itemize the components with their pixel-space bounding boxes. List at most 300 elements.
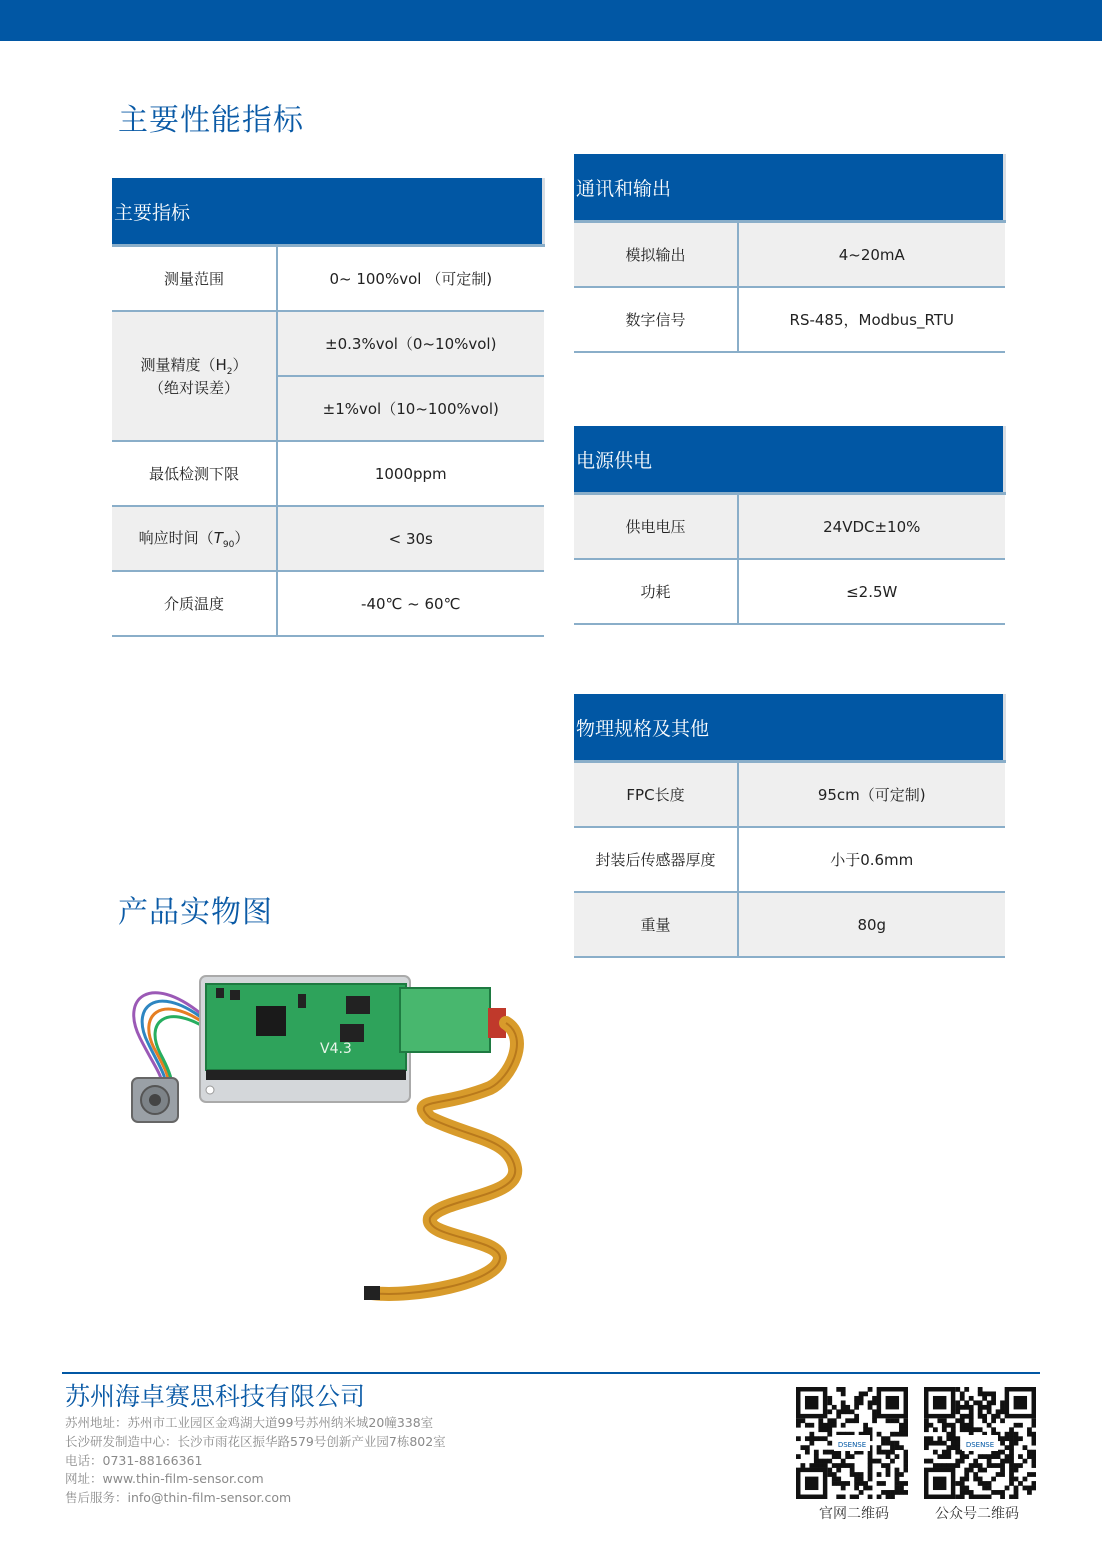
- qr-module: [886, 1490, 891, 1495]
- qr-module: [818, 1463, 823, 1468]
- qr-module: [845, 1418, 850, 1423]
- spec-key-range: 测量范围: [112, 246, 277, 312]
- qr-module: [960, 1391, 965, 1396]
- product-photo: [110, 968, 540, 1308]
- qr-module: [969, 1396, 974, 1401]
- qr-module: [899, 1445, 904, 1450]
- qr-module: [1009, 1477, 1014, 1482]
- qr-module: [886, 1418, 891, 1423]
- qr-module: [1027, 1486, 1032, 1491]
- qr-module: [964, 1490, 969, 1495]
- website-qr-code: [796, 1387, 908, 1499]
- spec-value-range: 0~ 100%vol （可定制): [277, 246, 544, 312]
- qr-module: [955, 1400, 960, 1405]
- qr-module: [854, 1481, 859, 1486]
- qr-module: [1032, 1450, 1036, 1455]
- wechat-qr-label: 公众号二维码: [935, 1506, 1019, 1522]
- qr-module: [1009, 1441, 1014, 1446]
- qr-module: [904, 1454, 908, 1459]
- qr-module: [978, 1495, 983, 1499]
- comm-key-analog: 模拟输出: [574, 222, 738, 288]
- spec-value-lowest: 1000ppm: [277, 441, 544, 506]
- qr-module: [904, 1468, 908, 1473]
- qr-module: [818, 1459, 823, 1464]
- power-table: [574, 426, 1006, 625]
- phys-key-thickness: 封装后传感器厚度: [574, 827, 738, 892]
- qr-module: [955, 1418, 960, 1423]
- qr-module: [1032, 1441, 1036, 1446]
- qr-module: [978, 1468, 983, 1473]
- qr-module: [850, 1495, 855, 1499]
- qr-module: [823, 1427, 828, 1432]
- qr-module: [937, 1463, 942, 1468]
- qr-module: [987, 1423, 992, 1428]
- qr-module: [1009, 1463, 1014, 1468]
- qr-module: [854, 1400, 859, 1405]
- comm-header: 通讯和输出: [574, 154, 1005, 222]
- qr-module: [841, 1409, 846, 1414]
- footer-website: 网址：www.thin-film-sensor.com: [65, 1471, 264, 1486]
- wechat-qr-code: [924, 1387, 1036, 1499]
- qr-module: [827, 1418, 832, 1423]
- qr-module: [1005, 1436, 1010, 1441]
- qr-module: [841, 1400, 846, 1405]
- qr-module: [987, 1459, 992, 1464]
- qr-module: [1000, 1436, 1005, 1441]
- qr-module: [890, 1450, 895, 1455]
- qr-module: [955, 1436, 960, 1441]
- qr-module: [964, 1454, 969, 1459]
- qr-module: [899, 1423, 904, 1428]
- qr-module: [863, 1481, 868, 1486]
- qr-module: [827, 1459, 832, 1464]
- qr-module: [796, 1418, 801, 1423]
- qr-module: [1032, 1418, 1036, 1423]
- qr-module: [942, 1463, 947, 1468]
- qr-module: [942, 1418, 947, 1423]
- qr-module: [1009, 1432, 1014, 1437]
- main-spec-table: [112, 178, 545, 637]
- qr-module: [859, 1391, 864, 1396]
- qr-module: [845, 1454, 850, 1459]
- qr-module: [960, 1459, 965, 1464]
- qr-module: [877, 1495, 882, 1499]
- qr-finder: [933, 1396, 946, 1409]
- qr-module: [969, 1427, 974, 1432]
- qr-module: [890, 1441, 895, 1446]
- qr-module: [827, 1427, 832, 1432]
- qr-module: [951, 1427, 956, 1432]
- qr-module: [951, 1463, 956, 1468]
- qr-module: [823, 1436, 828, 1441]
- qr-module: [996, 1472, 1001, 1477]
- footer-changsha-address: 长沙研发制造中心：长沙市雨花区振华路579号创新产业园7栋802室: [65, 1434, 446, 1449]
- qr-module: [973, 1427, 978, 1432]
- qr-module: [951, 1423, 956, 1428]
- qr-module: [832, 1463, 837, 1468]
- qr-module: [964, 1387, 969, 1392]
- qr-module: [895, 1418, 900, 1423]
- qr-module: [845, 1409, 850, 1414]
- qr-module: [924, 1423, 929, 1428]
- qr-module: [818, 1418, 823, 1423]
- qr-module: [1018, 1423, 1023, 1428]
- qr-module: [836, 1409, 841, 1414]
- qr-module: [859, 1490, 864, 1495]
- qr-module: [982, 1396, 987, 1401]
- qr-module: [946, 1436, 951, 1441]
- qr-module: [928, 1441, 933, 1446]
- phys-value-thickness: 小于0.6mm: [738, 827, 1005, 892]
- qr-module: [886, 1495, 891, 1499]
- qr-module: [964, 1400, 969, 1405]
- power-value-voltage: 24VDC±10%: [738, 494, 1005, 560]
- qr-module: [1032, 1481, 1036, 1486]
- qr-module: [890, 1418, 895, 1423]
- qr-module: [890, 1490, 895, 1495]
- qr-module: [991, 1396, 996, 1401]
- qr-module: [946, 1463, 951, 1468]
- qr-module: [987, 1481, 992, 1486]
- qr-module: [854, 1472, 859, 1477]
- qr-module: [904, 1432, 908, 1437]
- qr-module: [960, 1477, 965, 1482]
- qr-module: [890, 1432, 895, 1437]
- qr-module: [991, 1391, 996, 1396]
- qr-module: [1000, 1459, 1005, 1464]
- qr-module: [1027, 1432, 1032, 1437]
- comm-table: [574, 154, 1006, 353]
- qr-module: [841, 1405, 846, 1410]
- qr-module: [942, 1427, 947, 1432]
- qr-module: [899, 1481, 904, 1486]
- qr-module: [991, 1414, 996, 1419]
- physical-table: [574, 694, 1006, 958]
- qr-module: [1032, 1432, 1036, 1437]
- qr-module: [1014, 1463, 1019, 1468]
- qr-module: [886, 1463, 891, 1468]
- qr-module: [1014, 1495, 1019, 1499]
- qr-module: [877, 1450, 882, 1455]
- power-key-voltage: 供电电压: [574, 494, 738, 560]
- qr-module: [978, 1481, 983, 1486]
- qr-module: [836, 1495, 841, 1499]
- qr-module: [960, 1495, 965, 1499]
- qr-module: [1009, 1468, 1014, 1473]
- qr-module: [1023, 1486, 1028, 1491]
- qr-module: [982, 1481, 987, 1486]
- qr-module: [859, 1472, 864, 1477]
- qr-module: [863, 1427, 868, 1432]
- qr-module: [904, 1418, 908, 1423]
- qr-module: [969, 1463, 974, 1468]
- qr-module: [1032, 1454, 1036, 1459]
- qr-module: [886, 1436, 891, 1441]
- comm-key-digital: 数字信号: [574, 287, 738, 352]
- qr-module: [955, 1481, 960, 1486]
- qr-module: [850, 1463, 855, 1468]
- qr-module: [868, 1400, 873, 1405]
- qr-module: [987, 1454, 992, 1459]
- qr-module: [964, 1468, 969, 1473]
- qr-module: [1014, 1468, 1019, 1473]
- qr-module: [863, 1391, 868, 1396]
- qr-module: [841, 1481, 846, 1486]
- qr-module: [868, 1495, 873, 1499]
- qr-module: [987, 1486, 992, 1491]
- qr-module: [1000, 1418, 1005, 1423]
- qr-module: [982, 1391, 987, 1396]
- qr-module: [814, 1436, 819, 1441]
- qr-module: [877, 1472, 882, 1477]
- qr-module: [1027, 1454, 1032, 1459]
- phys-value-fpc: 95cm（可定制): [738, 762, 1005, 828]
- qr-module: [868, 1468, 873, 1473]
- qr-module: [863, 1486, 868, 1491]
- qr-module: [814, 1463, 819, 1468]
- qr-module: [937, 1418, 942, 1423]
- qr-module: [904, 1423, 908, 1428]
- qr-module: [960, 1414, 965, 1419]
- qr-module: [960, 1427, 965, 1432]
- qr-module: [1009, 1472, 1014, 1477]
- comm-value-analog: 4~20mA: [738, 222, 1005, 288]
- qr-module: [1023, 1445, 1028, 1450]
- company-name: 苏州海卓赛思科技有限公司: [65, 1382, 366, 1411]
- qr-module: [924, 1427, 929, 1432]
- qr-module: [933, 1450, 938, 1455]
- qr-module: [996, 1409, 1001, 1414]
- qr-module: [841, 1391, 846, 1396]
- qr-module: [955, 1450, 960, 1455]
- qr-module: [1005, 1454, 1010, 1459]
- qr-module: [809, 1441, 814, 1446]
- qr-module: [924, 1459, 929, 1464]
- qr-module: [895, 1432, 900, 1437]
- qr-module: [942, 1441, 947, 1446]
- qr-module: [955, 1445, 960, 1450]
- footer-email: 售后服务：info@thin-film-sensor.com: [65, 1490, 292, 1505]
- qr-module: [1018, 1436, 1023, 1441]
- qr-module: [800, 1445, 805, 1450]
- qr-module: [937, 1436, 942, 1441]
- qr-module: [805, 1450, 810, 1455]
- qr-module: [1000, 1441, 1005, 1446]
- qr-module: [924, 1441, 929, 1446]
- power-key-consumption: 功耗: [574, 559, 738, 624]
- qr-module: [924, 1418, 929, 1423]
- qr-module: [1009, 1427, 1014, 1432]
- qr-module: [1014, 1441, 1019, 1446]
- qr-module: [836, 1414, 841, 1419]
- qr-module: [978, 1391, 983, 1396]
- qr-module: [937, 1454, 942, 1459]
- qr-module: [823, 1463, 828, 1468]
- qr-module: [933, 1427, 938, 1432]
- qr-module: [886, 1468, 891, 1473]
- qr-module: [841, 1423, 846, 1428]
- qr-module: [832, 1454, 837, 1459]
- footer-divider: [62, 1372, 1040, 1374]
- qr-finder: [1014, 1396, 1027, 1409]
- comm-value-digital: RS-485，Modbus_RTU: [738, 287, 1005, 352]
- qr-module: [827, 1396, 832, 1401]
- qr-module: [800, 1463, 805, 1468]
- qr-module: [991, 1490, 996, 1495]
- qr-module: [1014, 1423, 1019, 1428]
- qr-module: [881, 1463, 886, 1468]
- qr-module: [933, 1441, 938, 1446]
- qr-module: [1000, 1495, 1005, 1499]
- qr-module: [841, 1459, 846, 1464]
- qr-module: [928, 1459, 933, 1464]
- qr-module: [895, 1441, 900, 1446]
- qr-module: [881, 1441, 886, 1446]
- qr-module: [832, 1472, 837, 1477]
- qr-module: [1009, 1436, 1014, 1441]
- qr-module: [978, 1477, 983, 1482]
- qr-module: [978, 1463, 983, 1468]
- qr-module: [796, 1423, 801, 1428]
- qr-module: [942, 1454, 947, 1459]
- qr-module: [982, 1405, 987, 1410]
- top-banner: [0, 0, 1102, 41]
- qr-module: [987, 1463, 992, 1468]
- qr-module: [854, 1405, 859, 1410]
- qr-module: [877, 1432, 882, 1437]
- qr-module: [1018, 1454, 1023, 1459]
- qr-module: [895, 1481, 900, 1486]
- qr-module: [845, 1405, 850, 1410]
- qr-module: [987, 1405, 992, 1410]
- qr-module: [854, 1418, 859, 1423]
- qr-module: [946, 1454, 951, 1459]
- qr-module: [886, 1472, 891, 1477]
- spec-key-lowest: 最低检测下限: [112, 441, 277, 506]
- qr-module: [823, 1459, 828, 1464]
- qr-module: [991, 1463, 996, 1468]
- qr-module: [868, 1486, 873, 1491]
- qr-module: [955, 1495, 960, 1499]
- qr-module: [1032, 1459, 1036, 1464]
- qr-module: [955, 1409, 960, 1414]
- qr-module: [827, 1468, 832, 1473]
- qr-module: [895, 1486, 900, 1491]
- qr-module: [982, 1418, 987, 1423]
- qr-module: [854, 1495, 859, 1499]
- qr-module: [872, 1400, 877, 1405]
- qr-module: [827, 1423, 832, 1428]
- qr-module: [890, 1445, 895, 1450]
- qr-module: [973, 1463, 978, 1468]
- qr-module: [899, 1486, 904, 1491]
- website-qr-label: 官网二维码: [819, 1506, 889, 1522]
- qr-logo-text: DSENSE: [965, 1441, 995, 1449]
- qr-module: [1014, 1436, 1019, 1441]
- qr-module: [978, 1400, 983, 1405]
- qr-module: [877, 1459, 882, 1464]
- qr-module: [881, 1436, 886, 1441]
- footer-phone: 电话：0731-88166361: [65, 1453, 203, 1468]
- qr-module: [946, 1432, 951, 1437]
- qr-module: [942, 1423, 947, 1428]
- qr-module: [841, 1387, 846, 1392]
- qr-module: [904, 1427, 908, 1432]
- qr-module: [904, 1481, 908, 1486]
- qr-module: [863, 1423, 868, 1428]
- qr-module: [1005, 1486, 1010, 1491]
- qr-module: [1014, 1486, 1019, 1491]
- qr-module: [827, 1400, 832, 1405]
- qr-module: [859, 1481, 864, 1486]
- qr-module: [987, 1400, 992, 1405]
- qr-module: [1000, 1405, 1005, 1410]
- qr-module: [1000, 1468, 1005, 1473]
- qr-module: [881, 1481, 886, 1486]
- qr-module: [933, 1463, 938, 1468]
- qr-module: [928, 1423, 933, 1428]
- qr-module: [1000, 1463, 1005, 1468]
- footer-suzhou-address: 苏州地址：苏州市工业园区金鸡湖大道99号苏州纳米城20幢338室: [65, 1415, 434, 1430]
- qr-module: [845, 1463, 850, 1468]
- qr-module: [978, 1405, 983, 1410]
- qr-module: [904, 1459, 908, 1464]
- qr-module: [1009, 1495, 1014, 1499]
- qr-module: [854, 1477, 859, 1482]
- qr-module: [895, 1454, 900, 1459]
- qr-module: [868, 1477, 873, 1482]
- qr-module: [904, 1450, 908, 1455]
- qr-finder: [805, 1396, 818, 1409]
- qr-module: [1009, 1481, 1014, 1486]
- pcb-version-label: V4.3: [320, 1041, 352, 1057]
- qr-module: [960, 1481, 965, 1486]
- qr-module: [899, 1472, 904, 1477]
- qr-module: [960, 1454, 965, 1459]
- qr-module: [904, 1490, 908, 1495]
- qr-module: [818, 1436, 823, 1441]
- qr-module: [895, 1490, 900, 1495]
- qr-module: [899, 1432, 904, 1437]
- spec-key-temp: 介质温度: [112, 571, 277, 636]
- qr-module: [978, 1409, 983, 1414]
- main-performance-title: 主要性能指标: [118, 103, 304, 138]
- qr-module: [805, 1445, 810, 1450]
- qr-module: [899, 1490, 904, 1495]
- qr-module: [1027, 1490, 1032, 1495]
- physical-header: 物理规格及其他: [574, 694, 1005, 762]
- qr-module: [964, 1486, 969, 1491]
- qr-module: [955, 1463, 960, 1468]
- qr-module: [969, 1414, 974, 1419]
- qr-module: [872, 1396, 877, 1401]
- product-photo-title: 产品实物图: [118, 895, 273, 930]
- qr-module: [890, 1459, 895, 1464]
- qr-module: [832, 1418, 837, 1423]
- qr-module: [796, 1436, 801, 1441]
- qr-module: [982, 1414, 987, 1419]
- qr-module: [991, 1427, 996, 1432]
- qr-module: [1009, 1445, 1014, 1450]
- qr-module: [854, 1396, 859, 1401]
- qr-module: [877, 1481, 882, 1486]
- qr-module: [951, 1436, 956, 1441]
- qr-module: [1009, 1459, 1014, 1464]
- qr-module: [836, 1468, 841, 1473]
- qr-module: [937, 1441, 942, 1446]
- main-spec-header: 主要指标: [112, 178, 544, 246]
- qr-module: [809, 1432, 814, 1437]
